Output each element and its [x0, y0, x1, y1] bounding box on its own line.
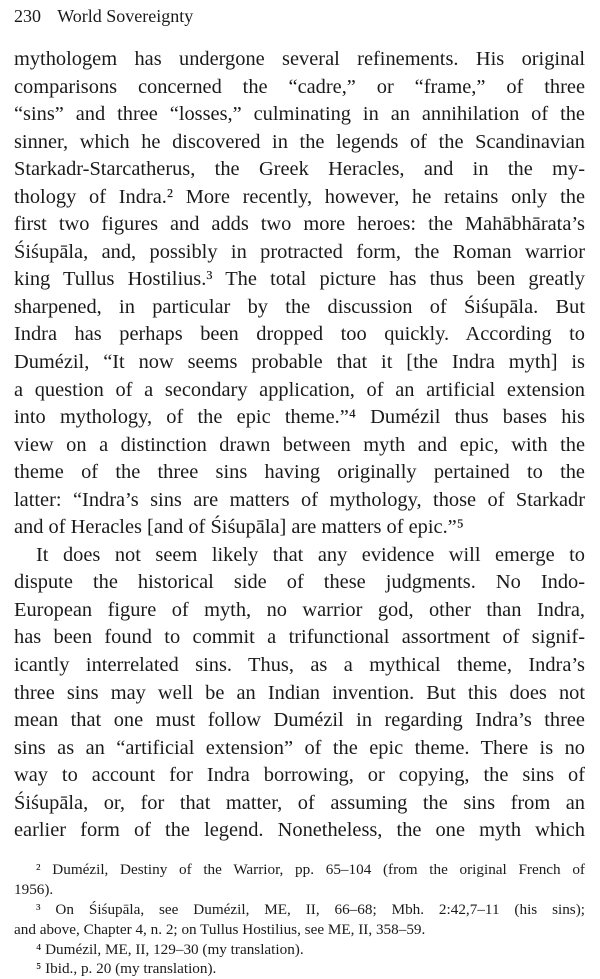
body-line: Indra has perhaps been dropped too quickly. According to — [14, 323, 585, 346]
body-line: sins as an “artificial extension” of the epic theme. There is no — [14, 736, 585, 759]
body-line: Dumézil, “It now seems probable that it [the Indra myth] is — [14, 351, 585, 374]
footnotes — [14, 860, 585, 979]
body-line: comparisons concerned the “cadre,” or “frame,” of three — [14, 75, 585, 98]
body-line: It does not seem likely that any evidence will emerge to — [36, 543, 585, 566]
body-line: earlier form of the legend. Nonetheless, the one myth which — [14, 819, 585, 842]
body-line: sinner, which he discovered in the legends of the Scandinavian — [14, 130, 585, 153]
body-line: and of Heracles [and of Śiśupāla] are matters of epic.”⁵ — [14, 516, 464, 539]
body-line: thology of Indra.² More recently, however, he retains only the — [14, 185, 585, 208]
body-line: icantly interrelated sins. Thus, as a mythical theme, Indra’s — [14, 654, 585, 677]
body-line: dispute the historical side of these judgments. No Indo- — [14, 571, 585, 594]
body-line: has been found to commit a trifunctional assortment of signif- — [14, 626, 585, 649]
body-line: European figure of myth, no warrior god, other than Indra, — [14, 598, 585, 621]
body-text — [14, 46, 585, 845]
body-line: Śiśupāla, or, for that matter, of assuming the sins from an — [14, 791, 585, 814]
body-line: latter: “Indra’s sins are matters of mythology, those of Starkadr — [14, 488, 585, 511]
body-line: king Tullus Hostilius.³ The total picture has thus been greatly — [14, 268, 585, 291]
running-title: World Sovereignty — [57, 6, 194, 26]
body-line: Śiśupāla, and, possibly in protracted form, the Roman warrior — [14, 240, 585, 263]
body-line: mean that one must follow Dumézil in regarding Indra’s three — [14, 709, 585, 732]
footnote-line: 1956). — [14, 880, 54, 898]
body-line: first two figures and adds two more heroes: the Mahābhārata’s — [14, 213, 585, 236]
body-line: way to account for Indra borrowing, or copying, the sins of — [14, 764, 585, 787]
body-line: mythologem has undergone several refinements. His original — [14, 48, 585, 70]
body-line: into mythology, of the epic theme.”⁴ Dumézil thus bases his — [14, 406, 585, 429]
body-line: three sins may well be an Indian invention. But this does not — [14, 681, 585, 704]
body-line: view on a distinction drawn between myth and epic, with the — [14, 433, 585, 456]
footnote-line: ⁴ Dumézil, ME, II, 129–30 (my translation). — [36, 940, 304, 958]
footnote-line: and above, Chapter 4, n. 2; on Tullus Hostilius, see ME, II, 358–59. — [14, 920, 426, 938]
body-line: Starkadr-Starcatherus, the Greek Heracles, and in the my- — [14, 158, 585, 181]
body-line: a question of a secondary application, of an artificial extension — [14, 378, 585, 401]
page-number: 230 — [14, 6, 41, 26]
footnote-line: ² Dumézil, Destiny of the Warrior, pp. 65–104 (from the original French of — [36, 861, 585, 878]
footnote-line: ³ On Śiśupāla, see Dumézil, ME, II, 66–68; Mbh. 2:42,7–11 (his sins); — [36, 900, 585, 918]
body-line: “sins” and three “losses,” culminating in an annihilation of the — [14, 103, 585, 126]
body-line: theme of the three sins having originally pertained to the — [14, 461, 585, 484]
body-line: sharpened, in particular by the discussion of Śiśupāla. But — [14, 295, 585, 318]
running-header — [14, 4, 193, 28]
footnote-line: ⁵ Ibid., p. 20 (my translation). — [36, 960, 217, 978]
